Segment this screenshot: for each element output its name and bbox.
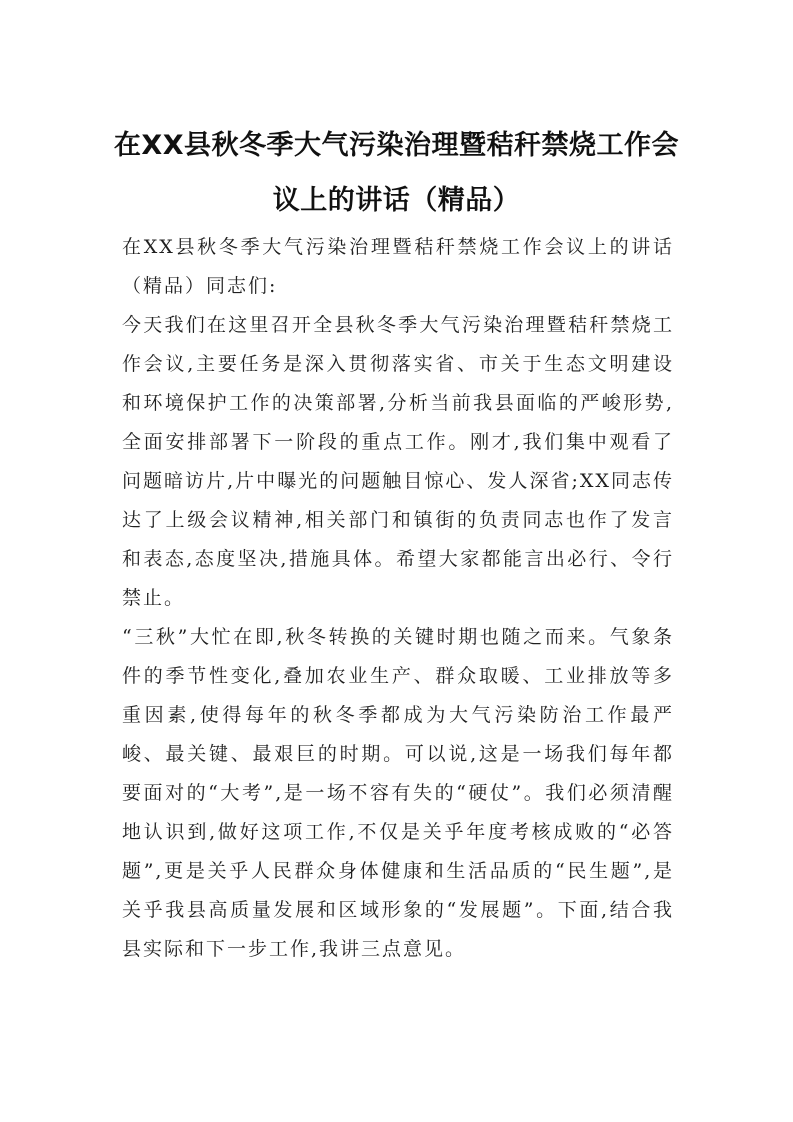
document-title: 在XX县秋冬季大气污染治理暨秸秆禁烧工作会议上的讲话（精品） xyxy=(113,130,680,216)
paragraph-intro: 在XX县秋冬季大气污染治理暨秸秆禁烧工作会议上的讲话（精品）同志们: xyxy=(122,236,674,297)
paragraph-autumn-challenge: “三秋”大忙在即,秋冬转换的关键时期也随之而来。气象条件的季节性变化,叠加农业生产、群众取暖、工业排放等多重因素,使得每年的秋冬季都成为大气污染防治工作最严峻、最关键、最艰巨的时期。可以说,这是一场我们每年都要面对的“大考”,是一场不容有失的“硬仗”。我们必须清醒地认识到,做好这项工作,不仅是关乎年度考核成败的“必答题”,更是关乎人民群众身体健康和生活品质的“民生题”,是关乎我县高质量发展和区域形象的“发展题”。下面,结合我县实际和下一步工作,我讲三点意见。 xyxy=(122,626,674,960)
paragraph-meeting-purpose: 今天我们在这里召开全县秋冬季大气污染治理暨秸秆禁烧工作会议,主要任务是深入贯彻落实省、市关于生态文明建设和环境保护工作的决策部署,分析当前我县面临的严峻形势,全面安排部署下一阶段的重点工作。刚才,我们集中观看了问题暗访片,片中曝光的问题触目惊心、发人深省;XX同志传达了上级会议精神,相关部门和镇街的负责同志也作了发言和表态,态度坚决,措施具体。希望大家都能言出必行、令行禁止。 xyxy=(122,314,674,609)
document-body xyxy=(122,228,674,969)
